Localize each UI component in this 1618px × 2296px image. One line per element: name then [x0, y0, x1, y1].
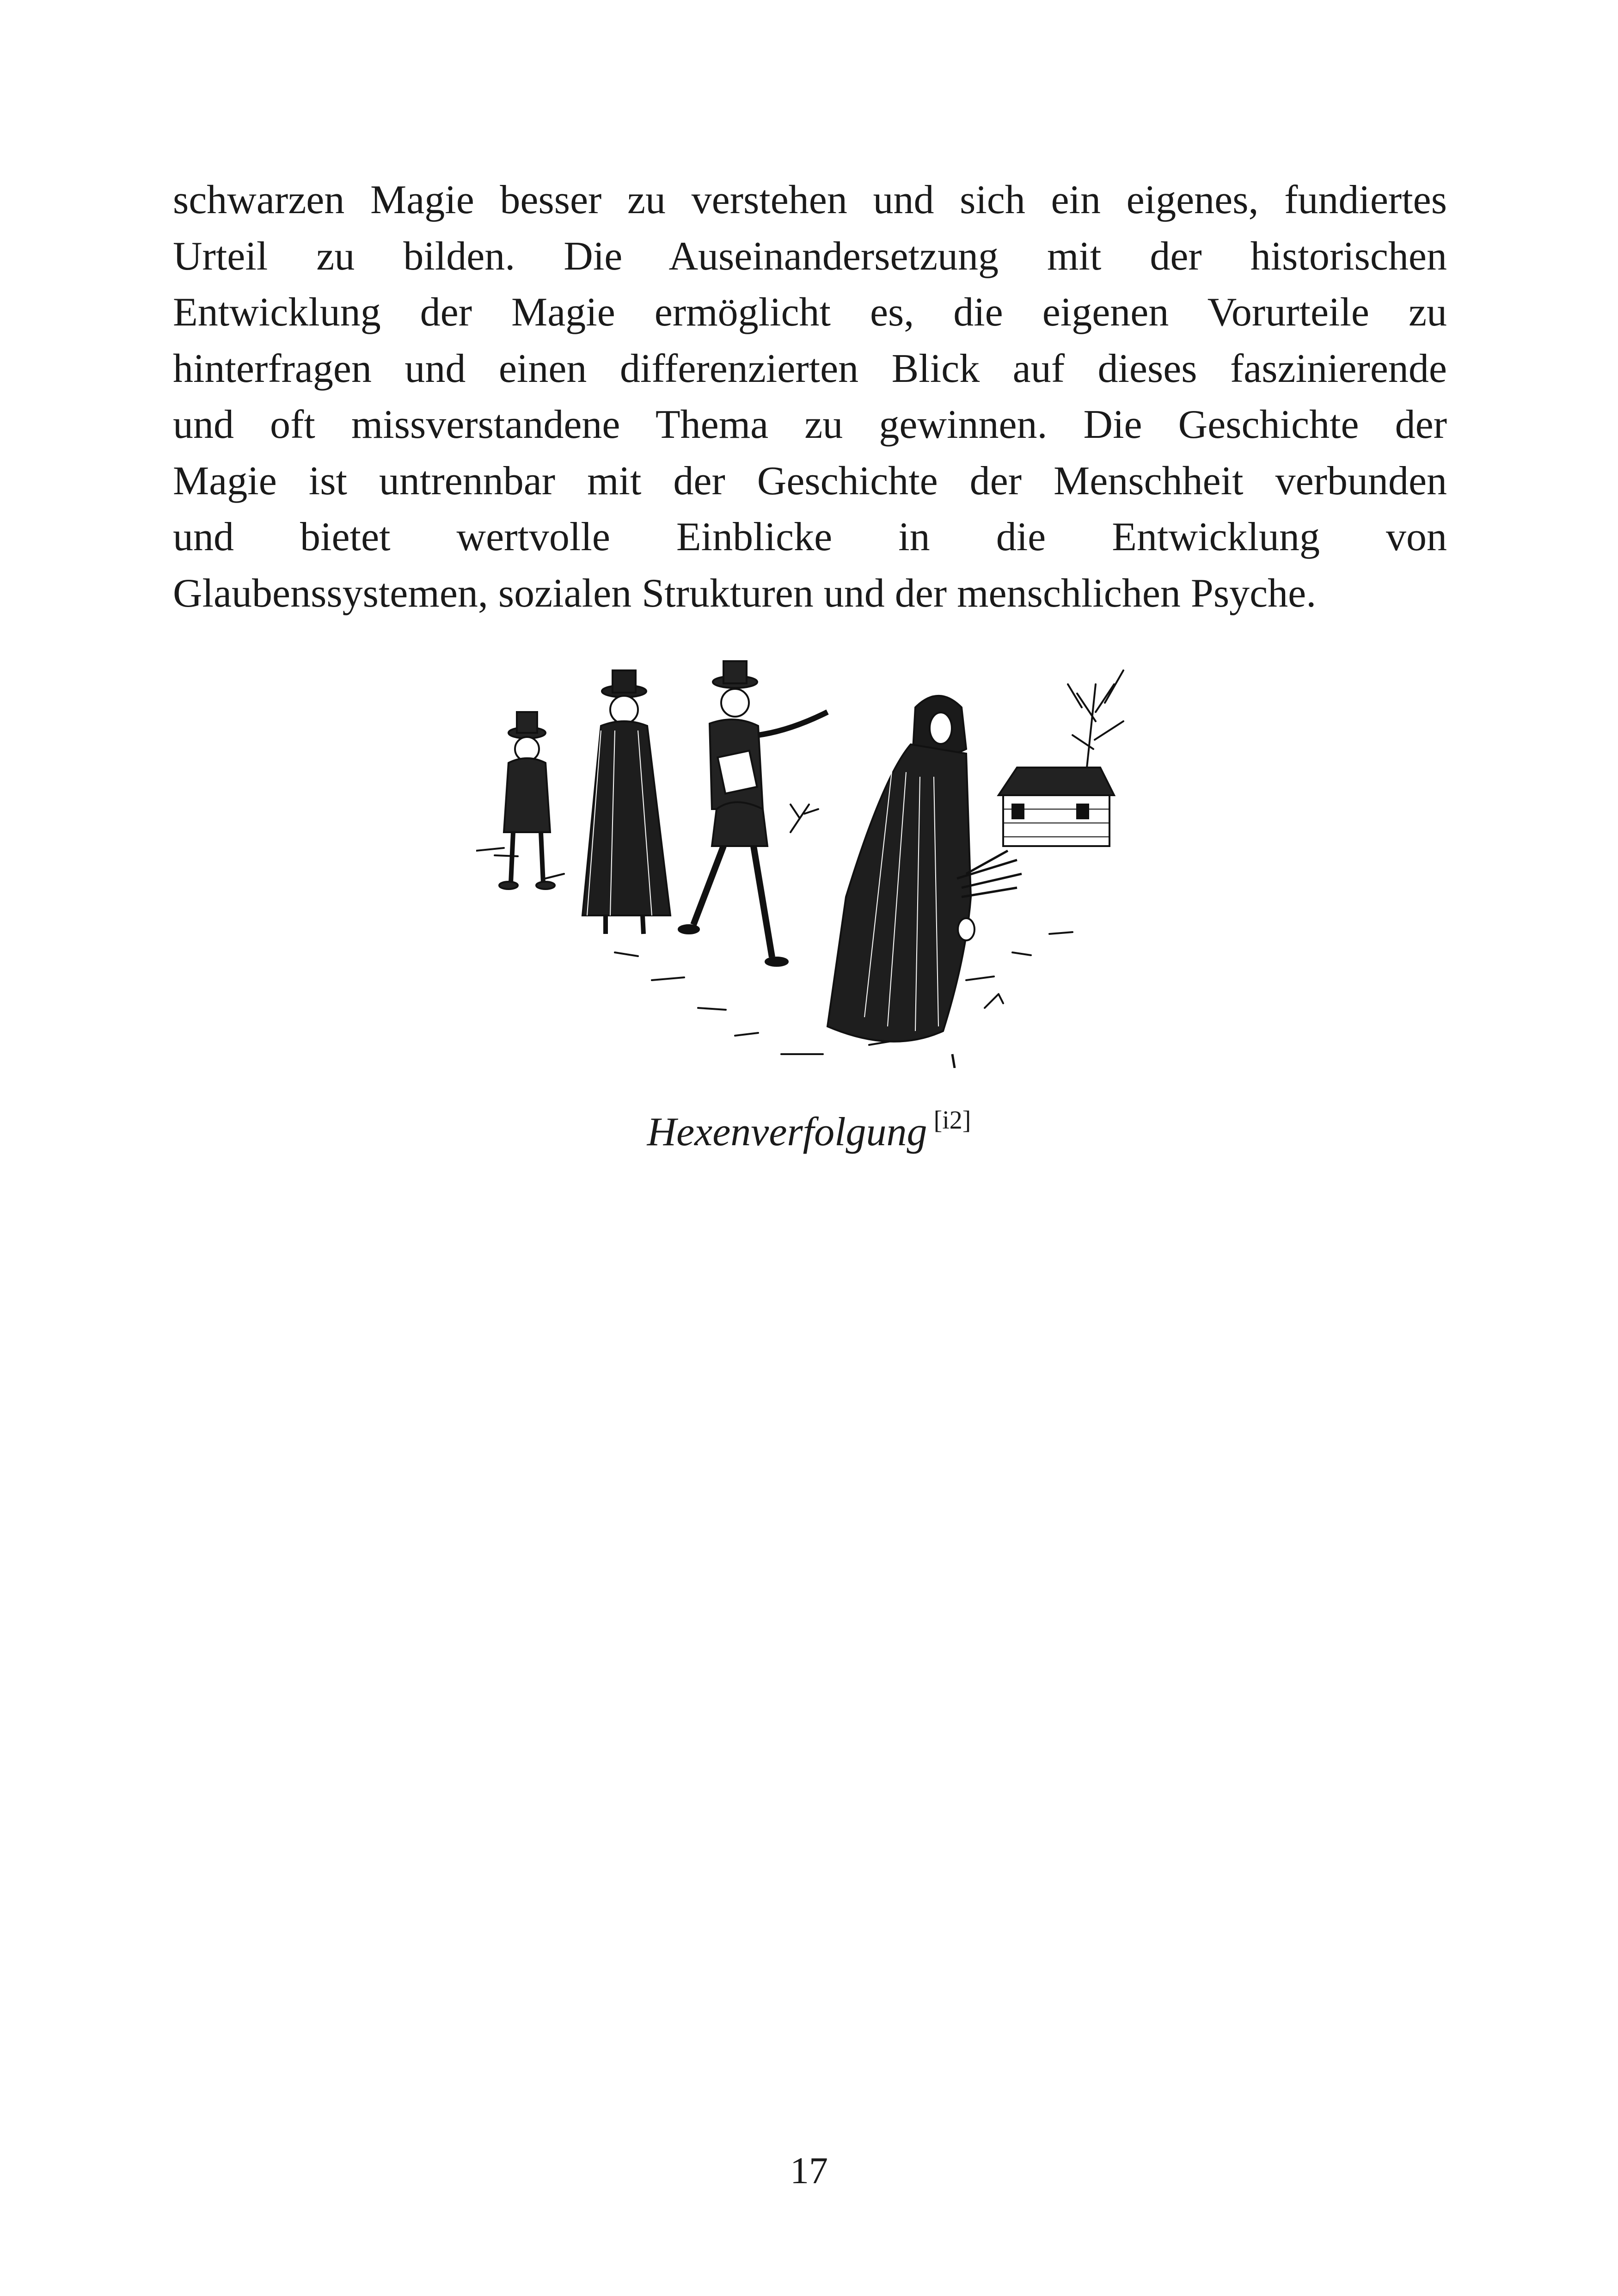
paragraph-line: und oft missverstandene Thema zu gewinnen. Die Geschichte der — [173, 402, 1447, 447]
paragraph-line: schwarzen Magie besser zu verstehen und sich ein eigenes, fundiertes — [173, 178, 1447, 222]
paragraph-line: hinterfragen und einen differenzierten Blick auf dieses faszinierende — [173, 346, 1447, 391]
paragraph-line: Entwicklung der Magie ermöglicht es, die eigenen Vorurteile zu — [173, 290, 1447, 335]
body-paragraph — [173, 172, 1447, 621]
paragraph-line: und bietet wertvolle Einblicke in die Entwicklung von — [173, 515, 1447, 559]
engraving-image — [476, 657, 1142, 1068]
paragraph-line: Magie ist untrennbar mit der Geschichte der Menschheit verbunden — [173, 458, 1447, 503]
page-number: 17 — [790, 2149, 828, 2192]
caption-reference: [i2] — [933, 1106, 971, 1135]
witch-hunt-illustration — [476, 657, 1142, 1068]
paragraph-line: Urteil zu bilden. Die Auseinandersetzung mit der historischen — [173, 233, 1447, 279]
paragraph-line: Glaubenssystemen, sozialen Strukturen und der menschlichen Psyche. — [173, 571, 1317, 616]
figure-caption — [0, 1106, 1618, 1155]
caption-text: Hexenverfolgung — [647, 1110, 927, 1154]
